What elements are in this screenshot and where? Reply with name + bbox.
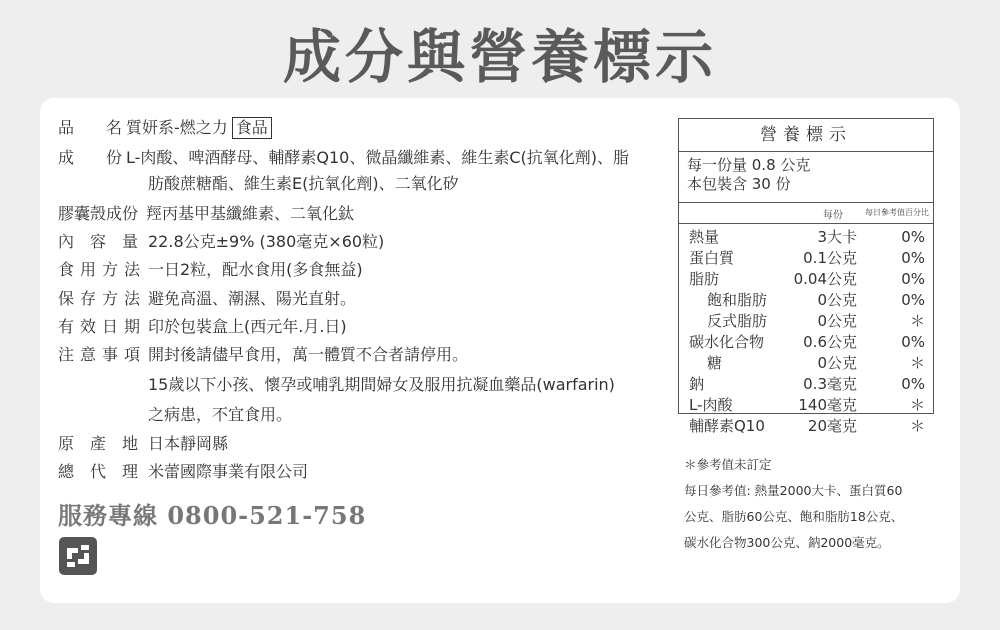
capsule-label: 膠囊殼成份 [58, 204, 139, 223]
food-tag: 食品 [232, 117, 272, 139]
note-daily-ref-3: 碳水化合物300公克、鈉2000毫克。 [684, 535, 890, 550]
service-hotline: 服務專線 0800-521-758 [58, 501, 367, 530]
nutrition-row: 蛋白質 0.1公克 0% [689, 249, 925, 267]
nutrition-row: 脂肪 0.04公克 0% [689, 270, 925, 288]
storage-value: 避免高溫、潮濕、陽光直射。 [148, 289, 357, 308]
nutrition-row: 鈉 0.3毫克 0% [689, 375, 925, 393]
origin-value: 日本靜岡縣 [148, 434, 229, 453]
content-label: 內 容 量 [58, 232, 139, 251]
col-per-serving: 每份 [823, 210, 843, 221]
servings-per-package: 本包裝含 30 份 [687, 175, 791, 193]
notice-label: 注意事項 [58, 345, 147, 364]
nutrient-daily-pct: ＊ [909, 417, 925, 435]
serving-size: 每一份量 0.8 公克 [687, 156, 811, 174]
nutrition-header: 營養標示 [679, 119, 933, 152]
storage-label: 保存方法 [58, 289, 147, 308]
name-label: 品 名 [58, 118, 123, 137]
nutrition-row: L-肉酸 140毫克 ＊ [689, 396, 925, 414]
agent-label: 總 代 理 [58, 462, 139, 481]
note-not-established: ＊參考值未訂定 [684, 457, 772, 472]
nutrient-name: 輔酵素Q10 [689, 417, 765, 435]
expiry-label: 有效日期 [58, 317, 147, 336]
usage-value: 一日2粒，配水食用(多食無益) [148, 260, 363, 279]
col-daily-value: 每日參考值百分比 [865, 208, 929, 217]
label-card [40, 98, 960, 603]
usage-label: 食用方法 [58, 260, 147, 279]
name-value: 質妍系-燃之力 [126, 118, 228, 137]
nutrition-notes [684, 452, 944, 556]
nutrition-row: 反式脂肪 0公克 ＊ [707, 312, 925, 330]
nutrition-facts-table [678, 118, 934, 435]
nutrition-row: 碳水化合物 0.6公克 0% [689, 333, 925, 351]
ingredients-line2: 肪酸蔗糖酯、維生素E(抗氧化劑)、二氧化矽 [148, 174, 459, 193]
capsule-value: 羥丙基甲基纖維素、二氧化鈦 [146, 204, 355, 223]
nutrient-amount: 20毫克 [807, 417, 857, 435]
origin-label: 原 產 地 [58, 434, 139, 453]
note-daily-ref-2: 公克、脂肪60公克、飽和脂肪18公克、 [684, 509, 904, 524]
nutrition-row [679, 416, 933, 437]
nutrition-row: 熱量 3大卡 0% [689, 228, 925, 246]
page-title: 成分與營養標示 [282, 23, 717, 91]
ingredients-line1: L-肉酸、啤酒酵母、輔酵素Q10、微晶纖維素、維生素C(抗氧化劑)、脂 [126, 148, 630, 167]
notice-line3: 之病患，不宜食用。 [148, 405, 293, 424]
notice-line2: 15歲以下小孩、懷孕或哺乳期間婦女及服用抗凝血藥品(warfarin) [148, 375, 615, 394]
nutrition-column-headers [679, 203, 933, 224]
content-value: 22.8公克±9% (380毫克×60粒) [148, 232, 385, 251]
nutrition-row: 糖 0公克 ＊ [707, 354, 925, 372]
nutrition-rows [679, 224, 933, 435]
nutrition-row: 飽和脂肪 0公克 0% [707, 291, 925, 309]
notice-line1: 開封後請儘早食用，萬一體質不合者請停用。 [148, 345, 469, 364]
expiry-value: 印於包裝盒上(西元年.月.日) [148, 317, 347, 336]
note-daily-ref-1: 每日參考值: 熱量2000大卡、蛋白質60 [684, 483, 903, 498]
ingredients-label: 成 份 [58, 148, 123, 167]
serving-info [679, 152, 933, 203]
agent-value: 米蕾國際事業有限公司 [148, 462, 309, 481]
recycle-icon [58, 536, 98, 576]
